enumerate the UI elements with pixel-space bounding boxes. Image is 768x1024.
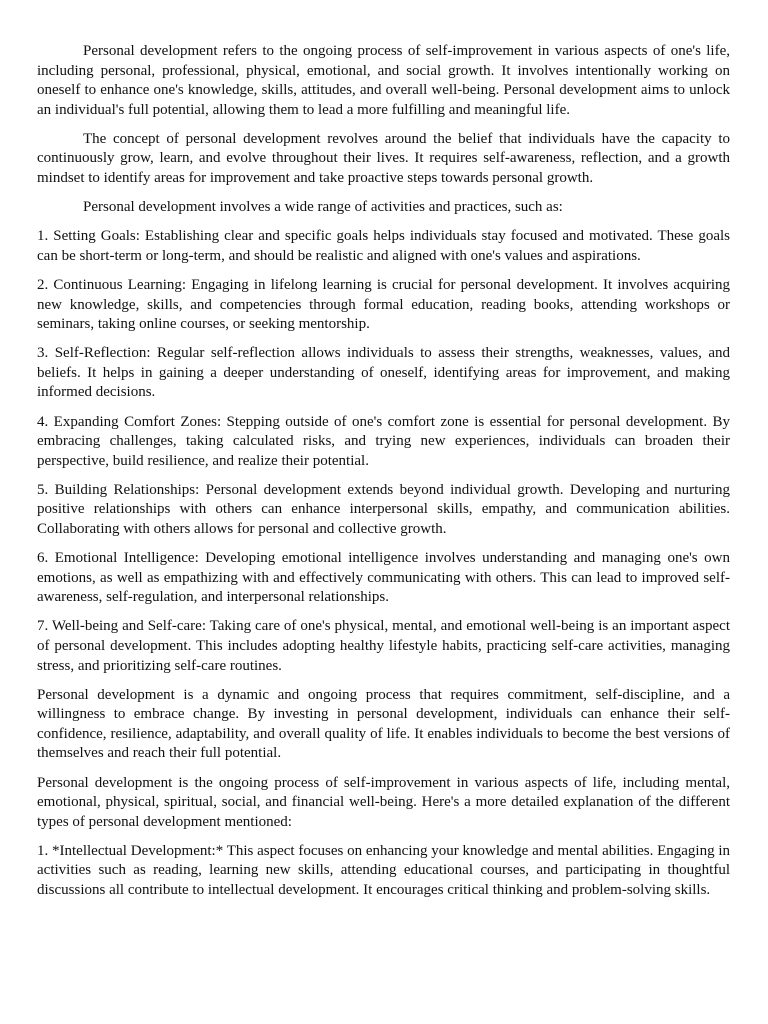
list-item-self-reflection: 3. Self-Reflection: Regular self-reflection allows individuals to assess their strengths, weaknesses, values, and beliefs. It helps in gaining a deeper understanding of oneself, identifying areas for improvement, and making informed decisions. [37,345,730,401]
paragraph-activities-intro: Personal development involves a wide range of activities and practices, such as: [83,199,563,216]
list-item-intellectual-development: 1. *Intellectual Development:* This aspect focuses on enhancing your knowledge and mental abilities. Engaging in activities such as reading, learning new skills, attending educational courses, and participating in thoughtful discussions all contribute to intellectual development. It encourages critical thinking and problem-solving skills. [37,842,730,898]
paragraph-dynamic-process: Personal development is a dynamic and ongoing process that requires commitment, self-discipline, and a willingness to embrace change. By investing in personal development, individuals can enhance their self-confidence, resilience, adaptability, and overall quality of life. It enables individuals to become the best versions of themselves and reach their full potential. [37,686,730,762]
document-page [37,42,730,910]
list-item-well-being: 7. Well-being and Self-care: Taking care of one's physical, mental, and emotional well-being is an important aspect of personal development. This includes adopting healthy lifestyle habits, practicing self-care activities, managing stress, and prioritizing self-care routines. [37,618,730,674]
list-item-continuous-learning: 2. Continuous Learning: Engaging in lifelong learning is crucial for personal development. It involves acquiring new knowledge, skills, and competencies through formal education, reading books, attending workshops or seminars, taking online courses, or seeking mentorship. [37,276,730,333]
list-item-expanding-comfort-zones: 4. Expanding Comfort Zones: Stepping outside of one's comfort zone is essential for personal development. By embracing challenges, taking calculated risks, and trying new experiences, individuals can broaden their perspective, build resilience, and realize their potential. [37,413,730,469]
list-item-emotional-intelligence: 6. Emotional Intelligence: Developing emotional intelligence involves understanding and managing one's own emotions, as well as empathizing with and effectively communicating with others. This can lead to improved self-awareness, self-regulation, and interpersonal relationships. [37,550,730,606]
paragraph-concept: The concept of personal development revolves around the belief that individuals have the capacity to continuously grow, learn, and evolve throughout their lives. It requires self-awareness, reflection, and a growth mindset to identify areas for improvement and take proactive steps towards personal growth. [37,130,730,187]
paragraph-intro-definition: Personal development refers to the ongoing process of self-improvement in various aspects of one's life, including personal, professional, physical, emotional, and social growth. It involves intentionally working on oneself to enhance one's knowledge, skills, attitudes, and overall well-being. Personal development aims to unlock an individual's full potential, allowing them to lead a more fulfilling and meaningful life. [37,43,730,118]
list-item-building-relationships: 5. Building Relationships: Personal development extends beyond individual growth. Developing and nurturing positive relationships with others can enhance interpersonal skills, empathy, and communication abilities. Collaborating with others allows for personal and collective growth. [37,481,730,537]
paragraph-types-intro: Personal development is the ongoing process of self-improvement in various aspects of life, including mental, emotional, physical, spiritual, social, and financial well-being. Here's a more detailed explanation of the different types of personal development mentioned: [37,774,730,830]
list-item-setting-goals: 1. Setting Goals: Establishing clear and specific goals helps individuals stay focused and motivated. These goals can be short-term or long-term, and should be realistic and aligned with one's values and aspirations. [37,228,730,264]
